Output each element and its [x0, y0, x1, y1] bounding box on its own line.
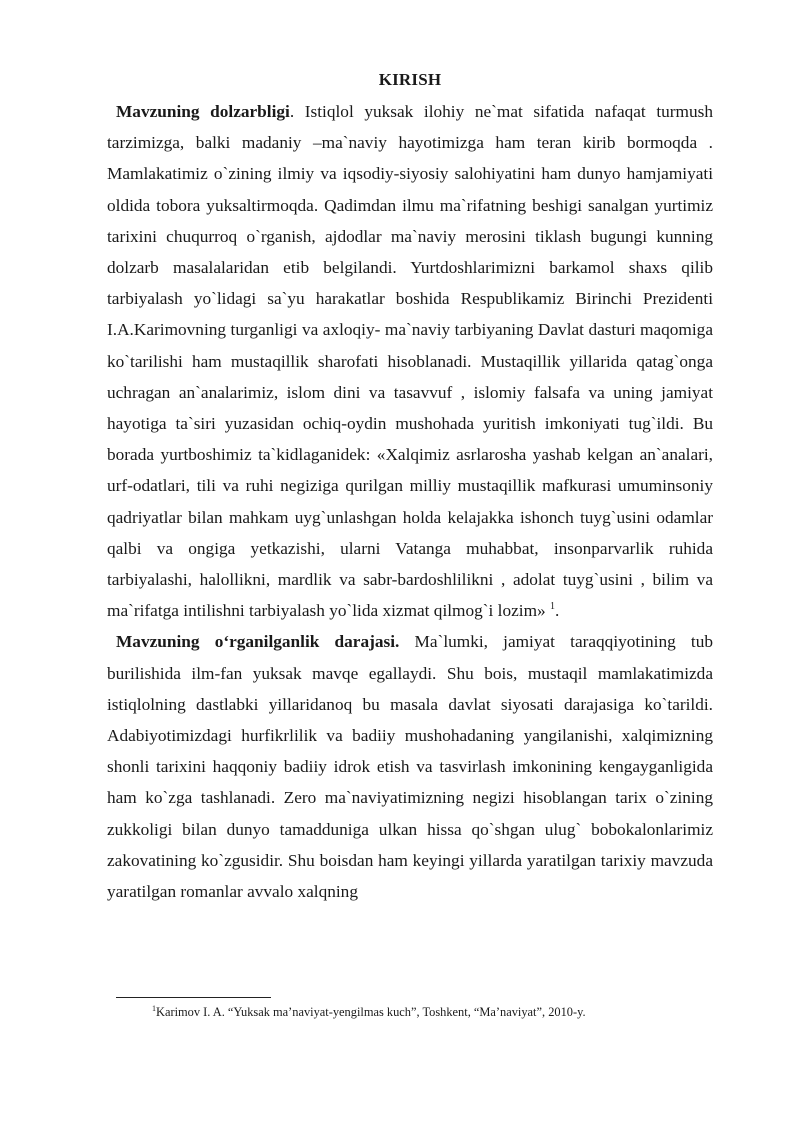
paragraph-study-degree: [107, 626, 713, 907]
footnote-reference[interactable]: 1: [549, 601, 555, 613]
footnote-separator: [116, 997, 271, 998]
section-heading-relevance: Mavzuning dolzarbligi: [116, 102, 290, 121]
paragraph-body-study-degree: Ma`lumki, jamiyat taraqqiyotining tub burilishida ilm-fan yuksak mavqe egallaydi. Shu bois, mustaqil mamlakatimizda istiqlolning dastlabki yillaridanoq bu masala davlat siyosati darajasiga ko`tarildi. Adabiyotimizdagi hurfikrlilik va badiiy mushohadaning yangilanishi, xalqimizning shonli tarixini haqqoniy badiiy idrok etish va tasvirlash imkonining kengayganligida ham ko`zga tashlanadi. Zero ma`naviyatimizning negizi hisoblangan tarix o`zining zukkoligi bilan dunyo tamadduniga ulkan hissa qo`shgan ulug` bobokalonlarimiz zakovatining ko`zgusidir. Shu boisdan ham keyingi yillarda yaratilgan tarixiy mavzuda yaratilgan romanlar avvalo xalqning: [107, 632, 713, 902]
section-heading-study-degree: Mavzuning o‘rganilganlik darajasi.: [116, 632, 400, 652]
paragraph-relevance: [107, 96, 713, 626]
paragraph-tail: .: [554, 601, 560, 621]
footnote: [152, 1005, 712, 1020]
footnote-marker: 1: [152, 1003, 156, 1013]
page-title: KIRISH: [378, 70, 442, 89]
footnote-text: Karimov I. A. “Yuksak ma’naviyat-yengilmas kuch”, Toshkent, “Ma’naviyat”, 2010-y.: [156, 1005, 586, 1019]
document-page: [107, 70, 713, 907]
paragraph-body-relevance: Istiqlol yuksak ilohiy ne`mat sifatida nafaqat turmush tarzimizga, balki madaniy –ma`naviy hayotimizga ham teran kirib bormoqda . Mamlakatimiz o`zining ilmiy va iqsodiy-siyosiy salohiyatini ham dunyo hamjamiyati oldida tobora yuksaltirmoqda. Qadimdan ilmu ma`rifatning beshigi sanalgan yurtimiz tarixini chuqurroq o`rganish, ajdodlar ma`naviy merosini tiklash bugungi kunning dolzarb masalalaridan etib belgilandi. Yurtdoshlarimizni barkamol shaxs qilib tarbiyalash yo`lidagi sa`yu harakatlar boshida Respublikamiz Birinchi Prezidenti I.A.Karimovning turganligi va axloqiy- ma`naviy tarbiyaning Davlat dasturi maqomiga ko`tarilishi ham mustaqillik sharofati hisoblanadi. Mustaqillik yillarida qatag`onga uchragan an`analarimiz, islom dini va tasavvuf , islomiy falsafa va uning jamiyat hayotiga ta`siri yuzasidan ochiq-oydin mushohada yuritish imkoniyati tug`ildi. Bu borada yurtboshimiz ta`kidlaganidek: «Xalqimiz asrlarosha yashab kelgan an`analari, urf-odatlari, tili va ruhi negiziga qurilgan milliy mustaqillik mafkurasi umuminsoniy qadriyatlar bilan mahkam uyg`unlashgan holda kelajakka ishonch tuyg`usini odamlar qalbi va ongiga yetkazishi, ularni Vatanga muhabbat, insonparvarlik ruhida tarbiyalashi, halollikni, mardlik va sabr-bardoshlilikni , adolat tuyg`usini , bilim va ma`rifatga intilishni tarbiyalash yo`lida xizmat qilmog`i lozim»: [107, 102, 713, 621]
heading-punctuation: .: [289, 102, 295, 121]
